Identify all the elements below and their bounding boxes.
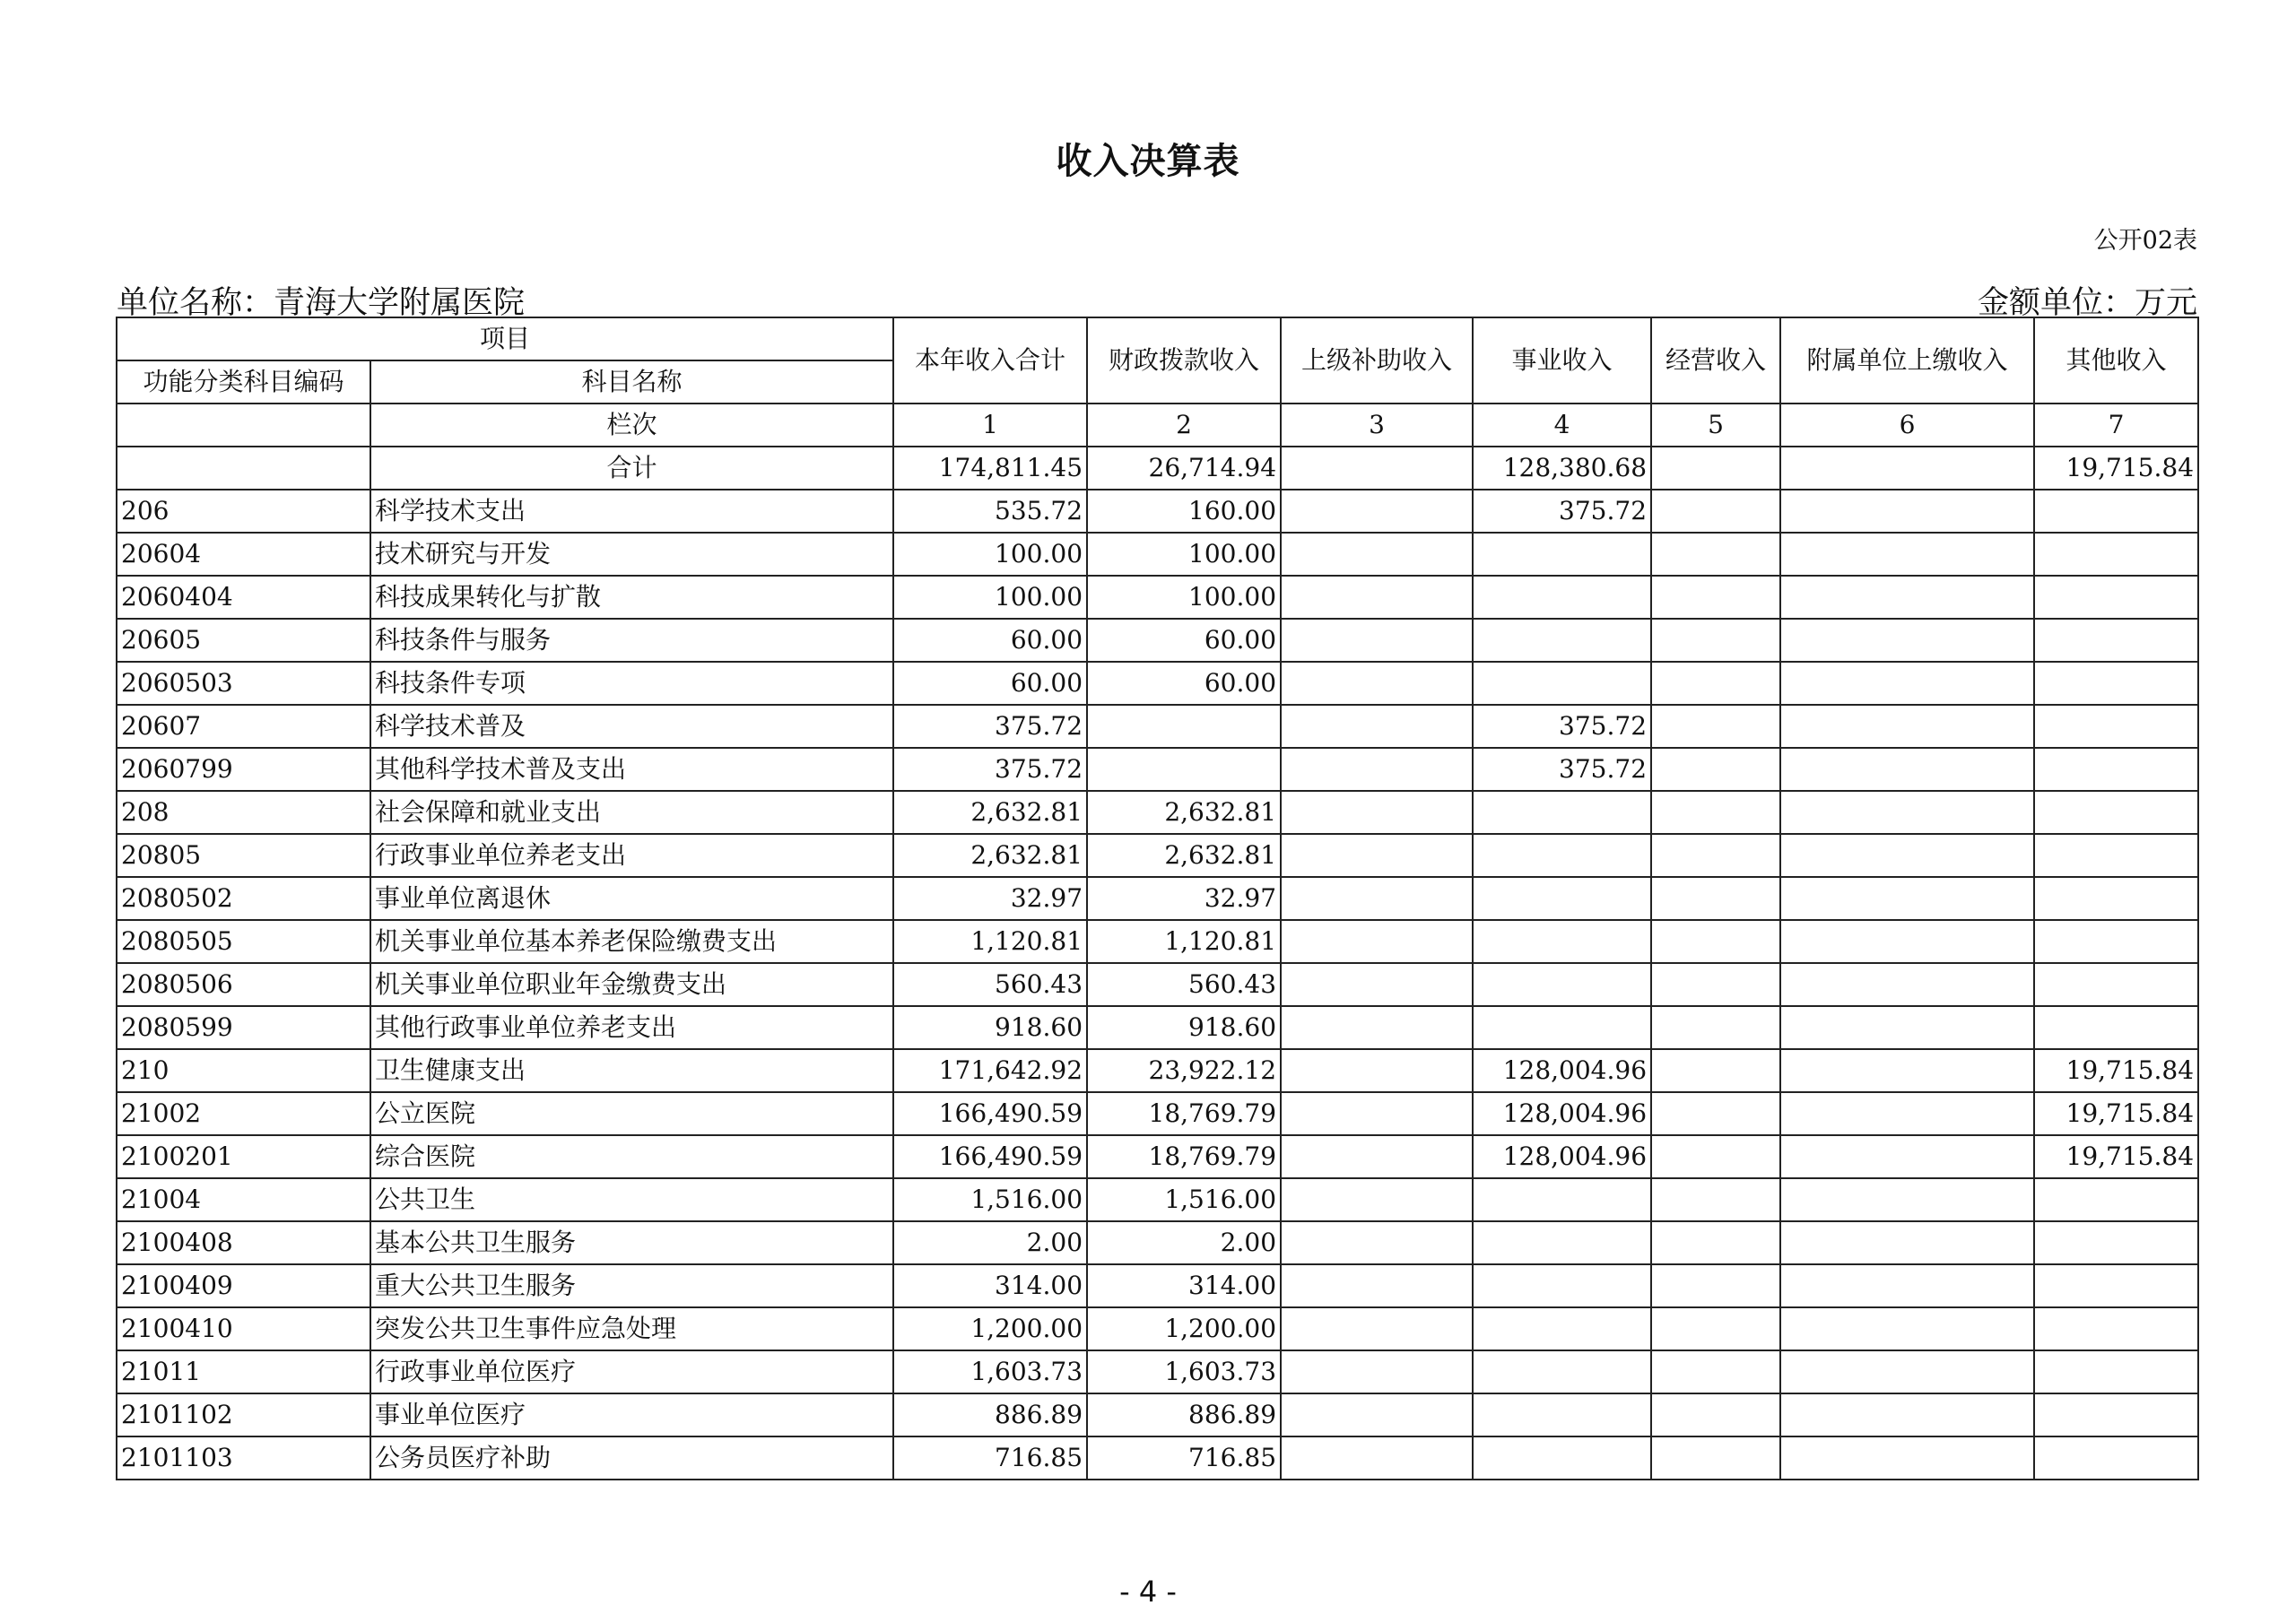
header-row-1	[117, 317, 2198, 360]
amount-cell	[1473, 834, 1651, 877]
subject-name: 科技条件专项	[370, 662, 893, 705]
amount-cell	[1651, 662, 1780, 705]
table-row	[117, 533, 2198, 576]
amount-cell	[1473, 791, 1651, 834]
amount-cell	[1651, 834, 1780, 877]
amount-cell	[1473, 619, 1651, 662]
subject-name: 科学技术普及	[370, 705, 893, 748]
amount-cell: 918.60	[893, 1006, 1087, 1049]
header-code: 功能分类科目编码	[117, 360, 370, 404]
amount-cell	[1651, 1436, 1780, 1480]
subject-name: 事业单位医疗	[370, 1393, 893, 1436]
amount-cell: 535.72	[893, 490, 1087, 533]
amount-cell: 375.72	[1473, 490, 1651, 533]
amount-cell	[1281, 834, 1473, 877]
subject-code: 2080502	[117, 877, 370, 920]
amount-cell: 2,632.81	[893, 834, 1087, 877]
amount-cell: 19,715.84	[2034, 1135, 2198, 1178]
amount-cell: 100.00	[893, 576, 1087, 619]
amount-cell: 375.72	[893, 748, 1087, 791]
amount-cell: 375.72	[893, 705, 1087, 748]
amount-cell	[1651, 1135, 1780, 1178]
amount-cell: 886.89	[893, 1393, 1087, 1436]
amount-cell	[2034, 1264, 2198, 1307]
subject-name: 事业单位离退休	[370, 877, 893, 920]
index-value: 3	[1281, 404, 1473, 447]
subject-code: 210	[117, 1049, 370, 1092]
income-table	[116, 317, 2199, 1480]
amount-cell: 1,120.81	[1087, 920, 1281, 963]
amount-cell	[1281, 1264, 1473, 1307]
subject-code: 2060404	[117, 576, 370, 619]
index-label: 栏次	[370, 404, 893, 447]
page-number: - 4 -	[1119, 1575, 1177, 1609]
amount-cell: 128,004.96	[1473, 1092, 1651, 1135]
header-col-affiliate: 附属单位上缴收入	[1780, 317, 2034, 404]
amount-cell: 32.97	[1087, 877, 1281, 920]
total-value: 174,811.45	[893, 447, 1087, 490]
amount-cell	[1473, 1264, 1651, 1307]
amount-cell	[1780, 834, 2034, 877]
amount-cell	[2034, 877, 2198, 920]
amount-cell: 2,632.81	[1087, 834, 1281, 877]
amount-cell	[2034, 920, 2198, 963]
amount-cell	[1281, 662, 1473, 705]
amount-cell	[1281, 1307, 1473, 1350]
amount-cell	[2034, 1350, 2198, 1393]
amount-cell: 160.00	[1087, 490, 1281, 533]
amount-cell	[2034, 791, 2198, 834]
amount-cell	[1651, 920, 1780, 963]
subject-name: 重大公共卫生服务	[370, 1264, 893, 1307]
amount-cell	[1651, 533, 1780, 576]
amount-cell	[2034, 705, 2198, 748]
subject-code: 2101102	[117, 1393, 370, 1436]
amount-cell	[1473, 1436, 1651, 1480]
amount-cell	[1281, 1436, 1473, 1480]
amount-cell	[2034, 1393, 2198, 1436]
table-row	[117, 662, 2198, 705]
amount-cell	[2034, 619, 2198, 662]
amount-cell	[1281, 748, 1473, 791]
amount-cell: 18,769.79	[1087, 1135, 1281, 1178]
table-row	[117, 877, 2198, 920]
amount-cell: 60.00	[1087, 662, 1281, 705]
subject-name: 综合医院	[370, 1135, 893, 1178]
total-value	[1780, 447, 2034, 490]
amount-cell: 1,200.00	[893, 1307, 1087, 1350]
amount-cell	[1651, 791, 1780, 834]
amount-cell: 1,120.81	[893, 920, 1087, 963]
amount-cell	[1651, 1092, 1780, 1135]
subject-code: 20604	[117, 533, 370, 576]
index-value: 6	[1780, 404, 2034, 447]
amount-cell: 2,632.81	[1087, 791, 1281, 834]
amount-cell	[1780, 619, 2034, 662]
total-value	[1281, 447, 1473, 490]
amount-cell: 166,490.59	[893, 1092, 1087, 1135]
amount-cell	[1780, 1221, 2034, 1264]
amount-cell	[1473, 576, 1651, 619]
amount-cell: 1,200.00	[1087, 1307, 1281, 1350]
amount-cell	[1780, 1092, 2034, 1135]
amount-cell	[2034, 1006, 2198, 1049]
subject-name: 机关事业单位基本养老保险缴费支出	[370, 920, 893, 963]
table-row	[117, 1393, 2198, 1436]
amount-cell	[1780, 1436, 2034, 1480]
amount-cell: 100.00	[1087, 533, 1281, 576]
amount-cell: 560.43	[893, 963, 1087, 1006]
amount-cell	[1281, 1350, 1473, 1393]
amount-cell	[1780, 791, 2034, 834]
index-value: 5	[1651, 404, 1780, 447]
amount-cell	[1780, 1135, 2034, 1178]
total-label: 合计	[370, 447, 893, 490]
table-row	[117, 1350, 2198, 1393]
amount-cell	[2034, 1436, 2198, 1480]
subject-name: 行政事业单位养老支出	[370, 834, 893, 877]
amount-cell	[1780, 963, 2034, 1006]
amount-cell: 886.89	[1087, 1393, 1281, 1436]
amount-cell	[1473, 533, 1651, 576]
amount-cell: 23,922.12	[1087, 1049, 1281, 1092]
amount-cell	[2034, 533, 2198, 576]
total-value	[1651, 447, 1780, 490]
amount-cell	[1780, 662, 2034, 705]
amount-cell	[2034, 490, 2198, 533]
amount-cell: 375.72	[1473, 705, 1651, 748]
amount-cell	[1780, 1006, 2034, 1049]
amount-cell: 128,004.96	[1473, 1049, 1651, 1092]
table-row	[117, 920, 2198, 963]
table-row	[117, 1006, 2198, 1049]
amount-cell: 2.00	[1087, 1221, 1281, 1264]
index-value: 7	[2034, 404, 2198, 447]
amount-cell	[1281, 1092, 1473, 1135]
header-col-fiscal: 财政拨款收入	[1087, 317, 1281, 404]
amount-cell	[2034, 1221, 2198, 1264]
amount-cell	[1780, 533, 2034, 576]
amount-cell	[1651, 1307, 1780, 1350]
amount-cell	[2034, 963, 2198, 1006]
amount-cell	[1780, 490, 2034, 533]
amount-cell	[1780, 576, 2034, 619]
amount-cell	[2034, 1307, 2198, 1350]
subject-code: 2080505	[117, 920, 370, 963]
subject-name: 公共卫生	[370, 1178, 893, 1221]
amount-cell: 314.00	[893, 1264, 1087, 1307]
amount-cell	[1651, 490, 1780, 533]
table-row	[117, 576, 2198, 619]
subject-code: 2101103	[117, 1436, 370, 1480]
amount-cell	[1473, 1221, 1651, 1264]
amount-cell	[1780, 1178, 2034, 1221]
amount-cell	[1281, 1135, 1473, 1178]
subject-code: 2100201	[117, 1135, 370, 1178]
table-row	[117, 1307, 2198, 1350]
amount-cell	[1651, 1006, 1780, 1049]
unit-name: 单位名称：青海大学附属医院	[117, 285, 526, 321]
amount-cell	[1281, 490, 1473, 533]
subject-name: 社会保障和就业支出	[370, 791, 893, 834]
amount-cell	[1473, 1350, 1651, 1393]
amount-cell	[1473, 920, 1651, 963]
subject-code: 21011	[117, 1350, 370, 1393]
amount-cell	[1281, 1178, 1473, 1221]
amount-cell	[1281, 791, 1473, 834]
amount-cell	[2034, 834, 2198, 877]
amount-cell	[1473, 877, 1651, 920]
amount-cell	[1651, 619, 1780, 662]
amount-cell: 716.85	[1087, 1436, 1281, 1480]
amount-cell	[1473, 1006, 1651, 1049]
amount-cell: 716.85	[893, 1436, 1087, 1480]
amount-cell: 1,603.73	[893, 1350, 1087, 1393]
amount-cell	[1473, 1178, 1651, 1221]
amount-cell: 19,715.84	[2034, 1092, 2198, 1135]
amount-cell	[1281, 920, 1473, 963]
subject-code: 2060799	[117, 748, 370, 791]
amount-cell	[1281, 963, 1473, 1006]
total-row	[117, 447, 2198, 490]
table-row	[117, 705, 2198, 748]
amount-cell: 60.00	[1087, 619, 1281, 662]
subject-code: 206	[117, 490, 370, 533]
header-col-total: 本年收入合计	[893, 317, 1087, 404]
amount-cell	[1281, 1006, 1473, 1049]
amount-cell: 171,642.92	[893, 1049, 1087, 1092]
amount-cell: 314.00	[1087, 1264, 1281, 1307]
table-row	[117, 963, 2198, 1006]
amount-cell	[1651, 877, 1780, 920]
amount-cell: 918.60	[1087, 1006, 1281, 1049]
table-row	[117, 1221, 2198, 1264]
amount-cell	[1651, 1221, 1780, 1264]
amount-cell	[1780, 1350, 2034, 1393]
subject-name: 公务员医疗补助	[370, 1436, 893, 1480]
amount-cell	[1087, 705, 1281, 748]
amount-cell: 32.97	[893, 877, 1087, 920]
amount-cell	[1087, 748, 1281, 791]
subject-name: 机关事业单位职业年金缴费支出	[370, 963, 893, 1006]
amount-cell	[1780, 1264, 2034, 1307]
index-code-cell	[117, 404, 370, 447]
amount-cell	[1473, 963, 1651, 1006]
amount-cell	[1473, 1307, 1651, 1350]
header-col-other: 其他收入	[2034, 317, 2198, 404]
header-project: 项目	[117, 317, 893, 360]
amount-cell	[1651, 1264, 1780, 1307]
subject-name: 科技条件与服务	[370, 619, 893, 662]
subject-code: 21004	[117, 1178, 370, 1221]
subject-code: 21002	[117, 1092, 370, 1135]
amount-cell	[1473, 1393, 1651, 1436]
subject-code: 2080506	[117, 963, 370, 1006]
amount-cell: 560.43	[1087, 963, 1281, 1006]
index-row	[117, 404, 2198, 447]
subject-code: 2100409	[117, 1264, 370, 1307]
header-col-subsidy: 上级补助收入	[1281, 317, 1473, 404]
table-row	[117, 1135, 2198, 1178]
header-col-operating: 经营收入	[1651, 317, 1780, 404]
subject-name: 其他科学技术普及支出	[370, 748, 893, 791]
amount-cell: 1,603.73	[1087, 1350, 1281, 1393]
total-value: 26,714.94	[1087, 447, 1281, 490]
amount-cell	[1780, 1393, 2034, 1436]
table-row	[117, 1264, 2198, 1307]
subject-name: 技术研究与开发	[370, 533, 893, 576]
table-row	[117, 834, 2198, 877]
amount-cell	[1651, 1049, 1780, 1092]
index-value: 1	[893, 404, 1087, 447]
subject-code: 20605	[117, 619, 370, 662]
total-value: 128,380.68	[1473, 447, 1651, 490]
amount-cell	[1780, 1307, 2034, 1350]
amount-cell: 2.00	[893, 1221, 1087, 1264]
form-number: 公开02表	[2093, 227, 2197, 255]
amount-cell	[1780, 705, 2034, 748]
table-row	[117, 748, 2198, 791]
amount-cell	[2034, 1178, 2198, 1221]
index-value: 2	[1087, 404, 1281, 447]
table-row	[117, 791, 2198, 834]
amount-cell: 375.72	[1473, 748, 1651, 791]
amount-cell: 128,004.96	[1473, 1135, 1651, 1178]
total-value: 19,715.84	[2034, 447, 2198, 490]
amount-cell	[2034, 662, 2198, 705]
amount-cell: 1,516.00	[893, 1178, 1087, 1221]
header-col-business: 事业收入	[1473, 317, 1651, 404]
amount-cell	[1780, 748, 2034, 791]
header-name: 科目名称	[370, 360, 893, 404]
table-row	[117, 619, 2198, 662]
amount-cell	[1651, 1350, 1780, 1393]
amount-cell	[1281, 1049, 1473, 1092]
subject-name: 科技成果转化与扩散	[370, 576, 893, 619]
table-row	[117, 1049, 2198, 1092]
subject-name: 其他行政事业单位养老支出	[370, 1006, 893, 1049]
amount-cell	[1281, 1221, 1473, 1264]
amount-cell: 60.00	[893, 662, 1087, 705]
subject-code: 2080599	[117, 1006, 370, 1049]
amount-cell	[1651, 1393, 1780, 1436]
amount-cell	[2034, 576, 2198, 619]
amount-cell	[1651, 576, 1780, 619]
amount-cell	[1281, 705, 1473, 748]
amount-cell: 166,490.59	[893, 1135, 1087, 1178]
subject-name: 公立医院	[370, 1092, 893, 1135]
amount-cell: 100.00	[893, 533, 1087, 576]
total-code-cell	[117, 447, 370, 490]
subject-code: 20805	[117, 834, 370, 877]
amount-unit: 金额单位：万元	[1977, 285, 2197, 321]
amount-cell: 1,516.00	[1087, 1178, 1281, 1221]
amount-cell	[1780, 1049, 2034, 1092]
amount-cell	[1651, 705, 1780, 748]
amount-cell	[2034, 748, 2198, 791]
amount-cell: 18,769.79	[1087, 1092, 1281, 1135]
amount-cell	[1780, 920, 2034, 963]
amount-cell	[1780, 877, 2034, 920]
subject-code: 20607	[117, 705, 370, 748]
subject-code: 208	[117, 791, 370, 834]
amount-cell	[1281, 533, 1473, 576]
amount-cell: 100.00	[1087, 576, 1281, 619]
index-value: 4	[1473, 404, 1651, 447]
amount-cell: 2,632.81	[893, 791, 1087, 834]
amount-cell	[1281, 576, 1473, 619]
table-row	[117, 490, 2198, 533]
table-row	[117, 1178, 2198, 1221]
amount-cell	[1281, 877, 1473, 920]
amount-cell: 60.00	[893, 619, 1087, 662]
subject-name: 行政事业单位医疗	[370, 1350, 893, 1393]
amount-cell	[1651, 748, 1780, 791]
table-row	[117, 1092, 2198, 1135]
subject-name: 突发公共卫生事件应急处理	[370, 1307, 893, 1350]
amount-cell	[1281, 1393, 1473, 1436]
report-title: 收入决算表	[1056, 140, 1240, 182]
subject-name: 卫生健康支出	[370, 1049, 893, 1092]
amount-cell	[1473, 662, 1651, 705]
subject-code: 2060503	[117, 662, 370, 705]
amount-cell: 19,715.84	[2034, 1049, 2198, 1092]
amount-cell	[1651, 963, 1780, 1006]
subject-code: 2100408	[117, 1221, 370, 1264]
amount-cell	[1281, 619, 1473, 662]
subject-code: 2100410	[117, 1307, 370, 1350]
amount-cell	[1651, 1178, 1780, 1221]
table-row	[117, 1436, 2198, 1480]
subject-name: 科学技术支出	[370, 490, 893, 533]
subject-name: 基本公共卫生服务	[370, 1221, 893, 1264]
